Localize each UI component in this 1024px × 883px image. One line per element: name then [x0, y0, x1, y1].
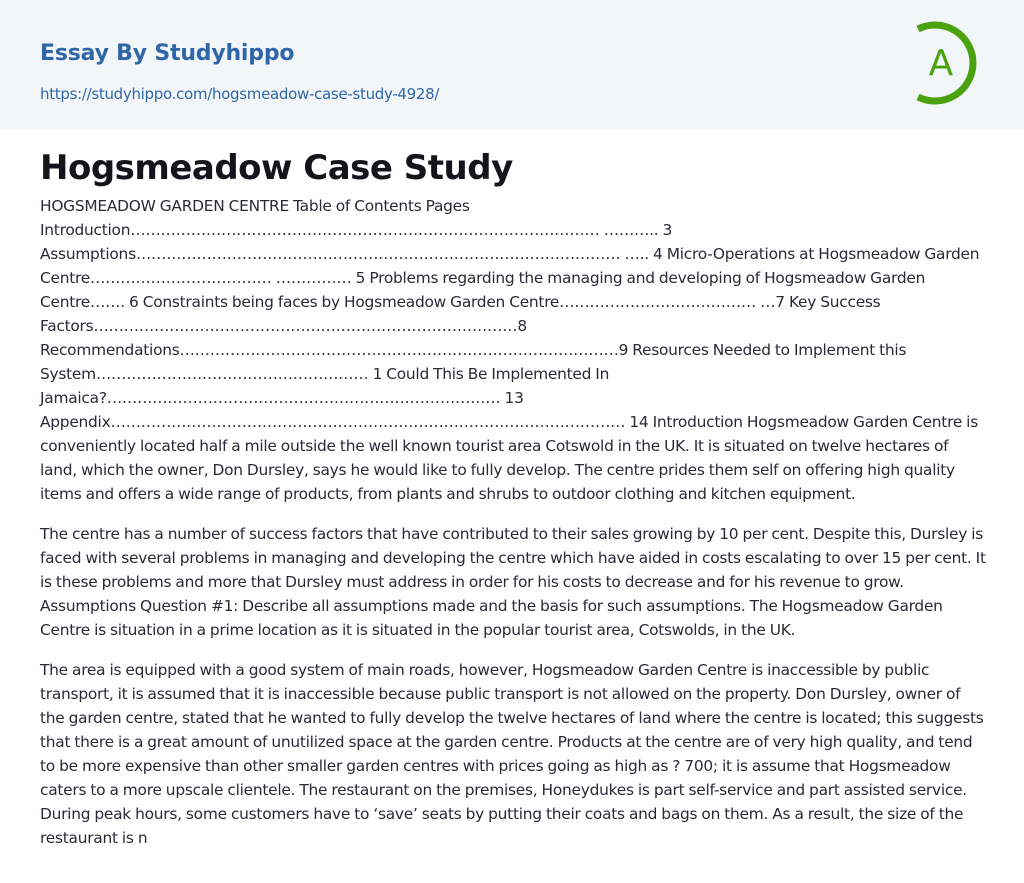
logo-letter: A [928, 43, 954, 84]
essay-paragraph: HOGSMEADOW GARDEN CENTRE Table of Contents Pages Introduction………………………………………………………………………………… ……….. 3 Assumptions…………………………………………………………………………………… ….. 4 Micro-Operations at Hogsmeadow Garden Centre……………………………… …………… 5 Problems regarding the managing and developing of Hogsmeadow Garden Centre……. 6 Constraints being faces by Hogsmeadow Garden Centre………………………………… …7 Key Success Factors…………………………………………………………………………8 Recommendations……………………………………………………………………………9 Resources Needed to Implement this System……………………………………………… 1 Could This Be Implemented In Jamaica?…………………………………………………………………… 13 Appendix………………………………………………………………………………………… 14 Introduction Hogsmeadow Garden Centre is conveniently located half a mile outside the well known tourist area Cotswold in the UK. It is situated on twelve hectares of land, which the owner, Don Dursley, says he would like to fully develop. The centre prides them self on offering high quality items and offers a wide range of products, from plants and shrubs to outdoor clothing and kitchen equipment. [40, 197, 980, 503]
page-title: Hogsmeadow Case Study [40, 148, 513, 188]
essay-body [40, 194, 986, 866]
logo-icon[interactable] [910, 18, 990, 108]
essay-url-link[interactable]: https://studyhippo.com/hogsmeadow-case-study-4928/ [40, 85, 440, 103]
brand-title: Essay By Studyhippo [40, 41, 295, 66]
essay-paragraph: The area is equipped with a good system of main roads, however, Hogsmeadow Garden Centre is inaccessible by public transport, it is assumed that it is inaccessible because public transport is not allowed on the property. Don Dursley, owner of the garden centre, stated that he wanted to fully develop the twelve hectares of land where the centre is located; this suggests that there is a great amount of unutilized space at the garden centre. Products at the centre are of very high quality, and tend to be more expensive than other smaller garden centres with prices going as high as ? 700; it is assume that Hogsmeadow caters to a more upscale clientele. The restaurant on the premises, Honeydukes is part self-service and part assisted service. During peak hours, some customers have to ‘save’ seats by putting their coats and bags on them. As a result, the size of the restaurant is n [40, 661, 984, 847]
essay-paragraph: The centre has a number of success factors that have contributed to their sales growing by 10 per cent. Despite this, Dursley is faced with several problems in managing and developing the centre which have aided in costs escalating to over 15 per cent. It is these problems and more that Dursley must address in order for his costs to decrease and for his revenue to grow. Assumptions Question #1: Describe all assumptions made and the basis for such assumptions. The Hogsmeadow Garden Centre is situation in a prime location as it is situated in the popular tourist area, Cotswolds, in the UK. [40, 525, 986, 639]
